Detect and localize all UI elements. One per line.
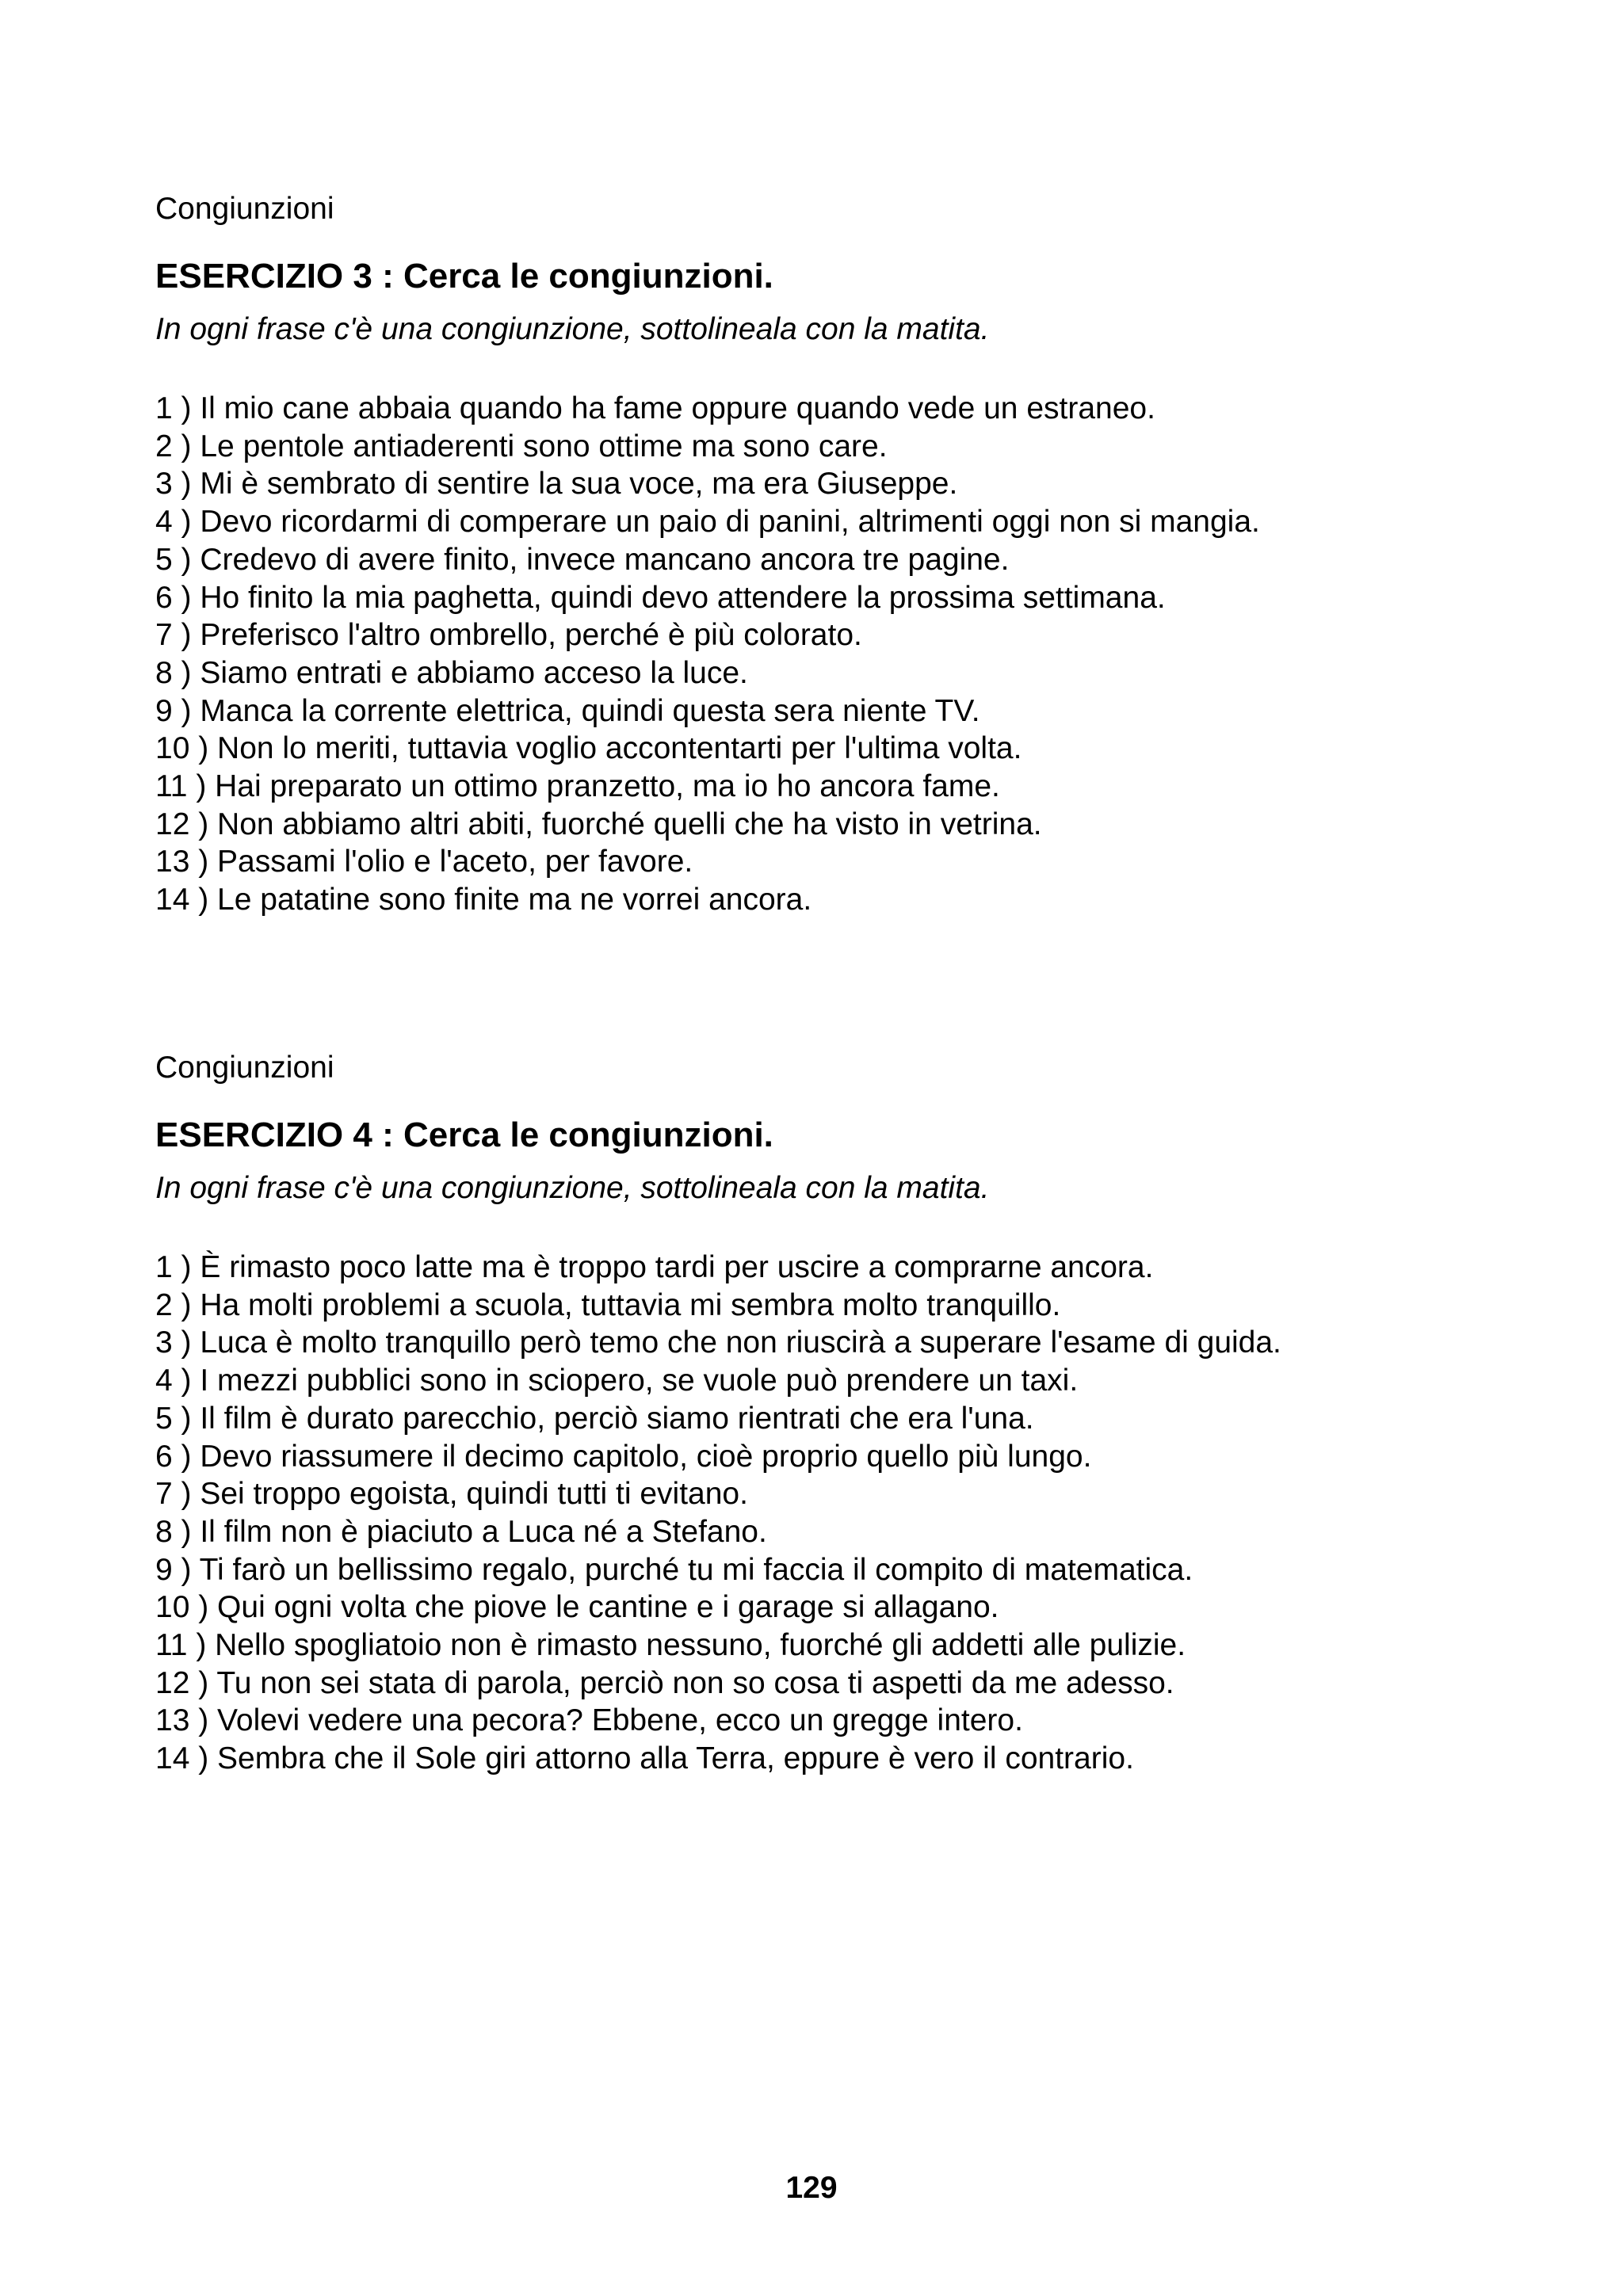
sentence-item: 10 ) Qui ogni volta che piove le cantine e i garage si allagano. — [155, 1590, 999, 1625]
sentence-item: 8 ) Il film non è piaciuto a Luca né a Stefano. — [155, 1514, 767, 1549]
sentence-list — [155, 390, 1503, 919]
sentence-item: 3 ) Mi è sembrato di sentire la sua voce, ma era Giuseppe. — [155, 467, 958, 502]
sentence-item: 8 ) Siamo entrati e abbiamo acceso la luce. — [155, 655, 748, 690]
sentence-item: 6 ) Devo riassumere il decimo capitolo, cioè proprio quello più lungo. — [155, 1439, 1092, 1474]
sentence-item: 7 ) Sei troppo egoista, quindi tutti ti evitano. — [155, 1477, 748, 1512]
sentence-item: 13 ) Volevi vedere una pecora? Ebbene, ecco un gregge intero. — [155, 1703, 1023, 1738]
sentence-item: 12 ) Non abbiamo altri abiti, fuorché quelli che ha visto in vetrina. — [155, 807, 1042, 841]
exercise-instruction: In ogni frase c'è una congiunzione, sottolineala con la matita. — [155, 1171, 990, 1205]
sentence-item: 5 ) Credevo di avere finito, invece mancano ancora tre pagine. — [155, 542, 1010, 577]
sentence-item: 1 ) È rimasto poco latte ma è troppo tardi per uscire a comprarne ancora. — [155, 1250, 1154, 1284]
sentence-item: 2 ) Ha molti problemi a scuola, tuttavia mi sembra molto tranquillo. — [155, 1287, 1061, 1322]
exercise-3-section — [155, 190, 1503, 919]
sentence-item: 14 ) Le patatine sono finite ma ne vorrei ancora. — [155, 883, 812, 917]
sentence-item: 7 ) Preferisco l'altro ombrello, perché è più colorato. — [155, 618, 862, 653]
sentence-item: 4 ) I mezzi pubblici sono in sciopero, se vuole può prendere un taxi. — [155, 1363, 1079, 1398]
sentence-item: 3 ) Luca è molto tranquillo però temo che non riuscirà a superare l'esame di guida. — [155, 1325, 1281, 1360]
exercise-title: ESERCIZIO 3 : Cerca le congiunzioni. — [155, 257, 773, 296]
sentence-item: 12 ) Tu non sei stata di parola, perciò non so cosa ti aspetti da me adesso. — [155, 1665, 1174, 1700]
sentence-item: 13 ) Passami l'olio e l'aceto, per favore. — [155, 845, 693, 879]
sentence-item: 10 ) Non lo meriti, tuttavia voglio accontentarti per l'ultima volta. — [155, 731, 1022, 766]
sentence-item: 14 ) Sembra che il Sole giri attorno alla Terra, eppure è vero il contrario. — [155, 1741, 1134, 1776]
sentence-item: 5 ) Il film è durato parecchio, perciò siamo rientrati che era l'una. — [155, 1401, 1034, 1436]
section-topic: Congiunzioni — [155, 192, 334, 226]
exercise-title: ESERCIZIO 4 : Cerca le congiunzioni. — [155, 1116, 773, 1154]
section-topic: Congiunzioni — [155, 1051, 334, 1085]
sentence-item: 9 ) Manca la corrente elettrica, quindi questa sera niente TV. — [155, 693, 980, 728]
sentence-item: 6 ) Ho finito la mia paghetta, quindi devo attendere la prossima settimana. — [155, 580, 1166, 615]
sentence-item: 9 ) Ti farò un bellissimo regalo, purché tu mi faccia il compito di matematica. — [155, 1552, 1193, 1587]
exercise-4-section — [155, 1049, 1503, 1778]
sentence-item: 2 ) Le pentole antiaderenti sono ottime ma sono care. — [155, 429, 888, 463]
sentence-item: 11 ) Nello spogliatoio non è rimasto nessuno, fuorché gli addetti alle pulizie. — [155, 1628, 1186, 1663]
page-number: 129 — [785, 2171, 838, 2205]
sentence-list — [155, 1249, 1503, 1778]
sentence-item: 4 ) Devo ricordarmi di comperare un paio di panini, altrimenti oggi non si mangia. — [155, 505, 1260, 540]
exercise-instruction: In ogni frase c'è una congiunzione, sottolineala con la matita. — [155, 312, 990, 346]
sentence-item: 11 ) Hai preparato un ottimo pranzetto, ma io ho ancora fame. — [155, 769, 1000, 804]
sentence-item: 1 ) Il mio cane abbaia quando ha fame oppure quando vede un estraneo. — [155, 391, 1155, 425]
